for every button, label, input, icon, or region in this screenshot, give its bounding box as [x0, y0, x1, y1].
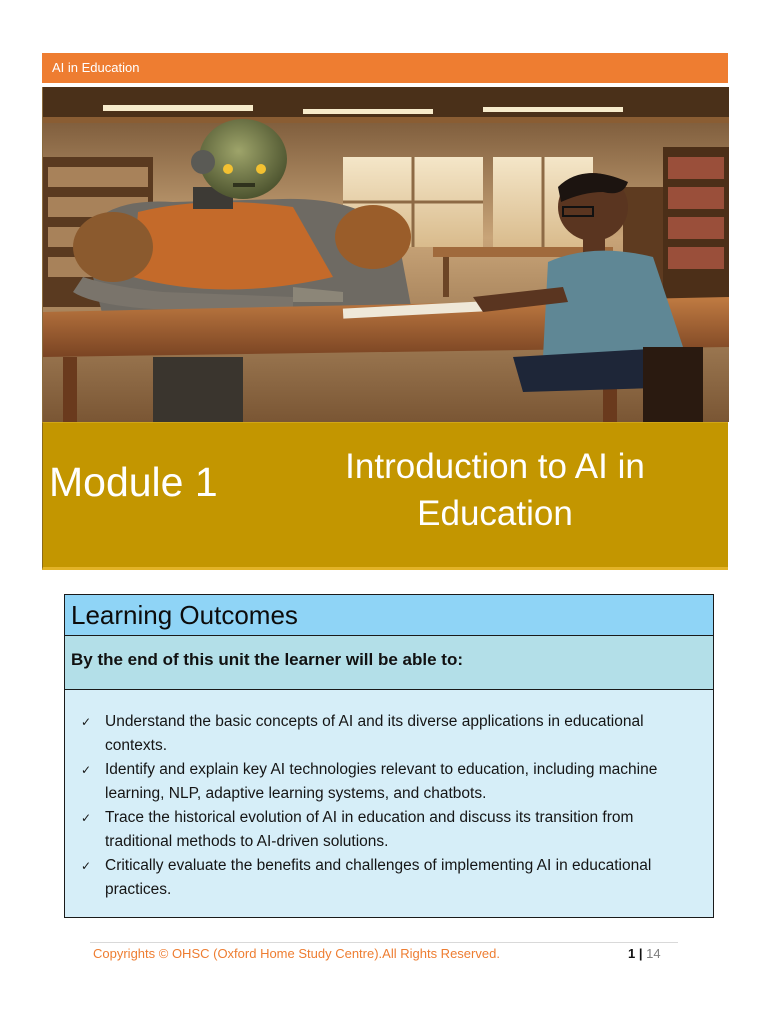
header-bar: [42, 53, 728, 83]
learning-outcomes-heading: Learning Outcomes: [65, 595, 713, 636]
module-title-band: [42, 422, 728, 570]
page-separator: |: [638, 946, 643, 961]
list-item-line1: Trace the historical evolution of AI in education and discuss its transition from: [105, 809, 634, 826]
list-item-line2: learning, NLP, adaptive learning systems, and chatbots.: [105, 785, 487, 802]
list-item-line2: traditional methods to AI-driven solutions.: [105, 833, 389, 850]
list-item-line1: Understand the basic concepts of AI and its diverse applications in educational: [105, 713, 644, 730]
check-mark-icon: ✓: [81, 763, 92, 777]
list-item: [81, 758, 701, 806]
list-item-line2: contexts.: [105, 737, 168, 754]
check-mark-icon: ✓: [81, 811, 92, 825]
footer-divider: [90, 942, 678, 943]
list-item-line1: Identify and explain key AI technologies relevant to education, including machine: [105, 761, 658, 778]
list-item: [81, 806, 701, 854]
list-item: [81, 710, 701, 758]
module-title: [305, 443, 685, 537]
check-mark-icon: ✓: [81, 859, 92, 873]
learning-outcomes-intro: By the end of this unit the learner will be able to:: [65, 636, 713, 690]
check-mark-icon: ✓: [81, 715, 92, 729]
learning-outcomes-box: [64, 594, 714, 918]
header-title: AI in Education: [52, 60, 140, 75]
learning-outcomes-list: [65, 690, 713, 902]
page-current: 1: [628, 946, 636, 961]
list-item: [81, 854, 701, 902]
module-title-line1: Introduction to AI in: [345, 447, 645, 486]
module-number: Module 1: [49, 459, 218, 505]
page-number: [628, 946, 661, 961]
list-item-line1: Critically evaluate the benefits and challenges of implementing AI in educational: [105, 857, 652, 874]
hero-illustration: [43, 87, 729, 422]
list-item-line2: practices.: [105, 881, 172, 898]
module-title-line2: Education: [417, 494, 573, 533]
hero-image: [42, 87, 729, 422]
footer-copyright: Copyrights © OHSC (Oxford Home Study Centre).All Rights Reserved.: [93, 946, 500, 961]
page-total: 14: [646, 946, 661, 961]
